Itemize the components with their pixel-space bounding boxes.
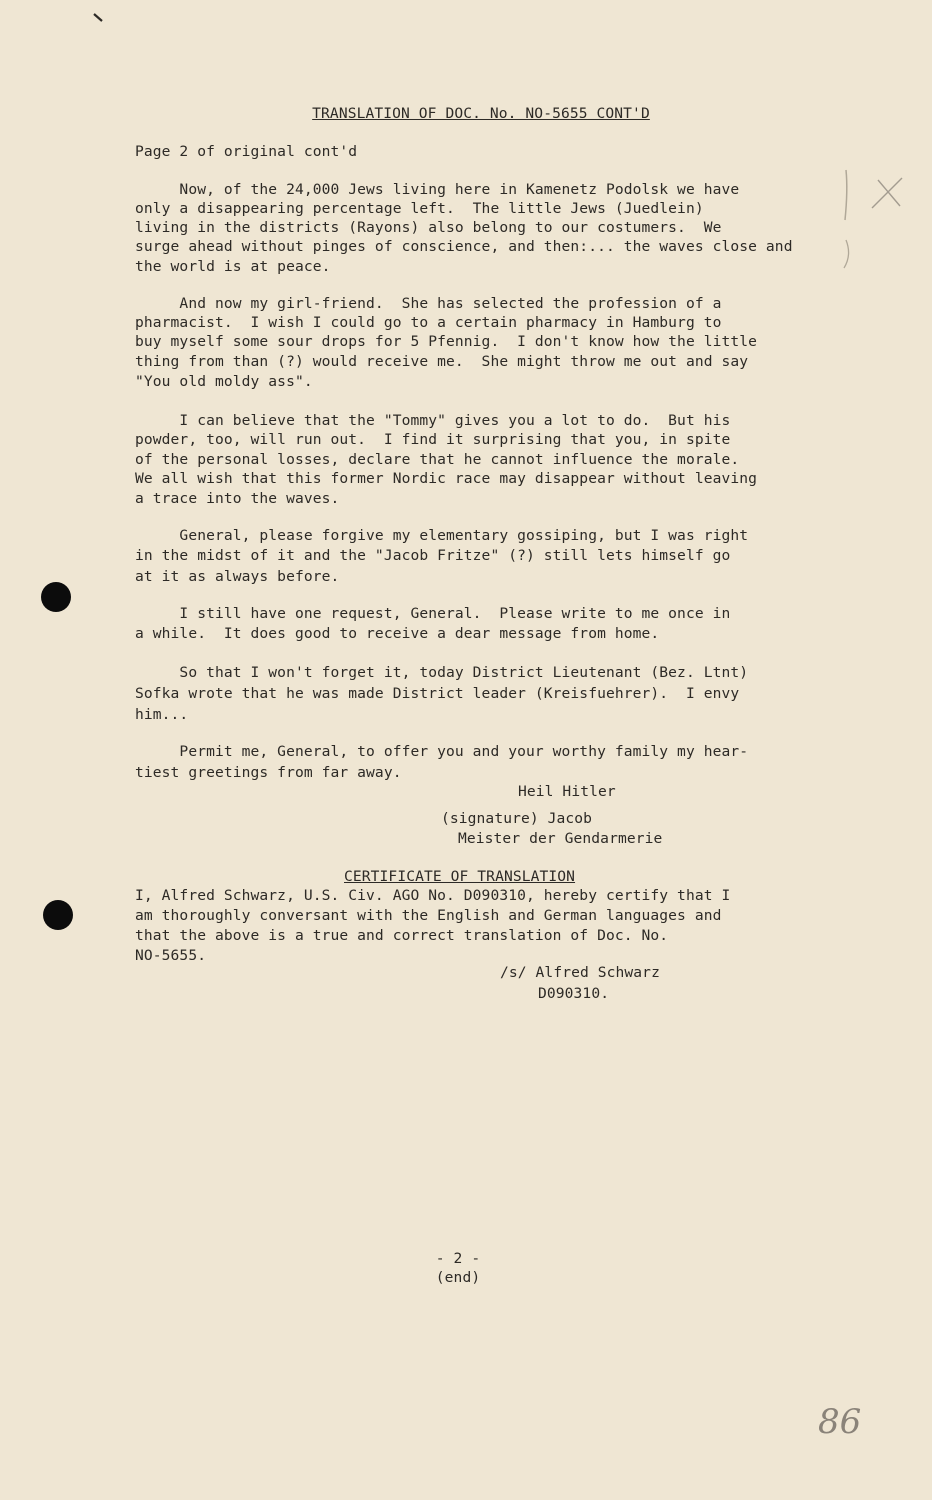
text-line: pharmacist. I wish I could go to a certain pharmacy in Hamburg to [135, 314, 722, 331]
text-line: Now, of the 24,000 Jews living here in Kamenetz Podolsk we have [135, 181, 740, 198]
text-line: I can believe that the "Tommy" gives you a lot to do. But his [135, 412, 731, 429]
text-line: living in the districts (Rayons) also belong to our costumers. We [135, 219, 722, 236]
text-line: "You old moldy ass". [135, 373, 313, 390]
text-line: powder, too, will run out. I find it surprising that you, in spite [135, 431, 731, 448]
text-line: surge ahead without pinges of conscience, and then:... the waves close and [135, 238, 793, 255]
margin-x-mark [840, 160, 910, 280]
certificate-number: D090310. [538, 985, 610, 1002]
text-line: We all wish that this former Nordic race may disappear without leaving [135, 470, 758, 487]
text-line: Permit me, General, to offer you and your worthy family my hear- [135, 743, 749, 760]
end-note: (end) [435, 1269, 481, 1286]
closing-salutation: Heil Hitler [518, 783, 616, 800]
signature-title: Meister der Gendarmerie [458, 830, 663, 847]
text-line: only a disappearing percentage left. The little Jews (Juedlein) [135, 200, 704, 217]
signature-line: (signature) Jacob [441, 810, 593, 827]
page-number: - 2 - [435, 1250, 481, 1267]
text-line: General, please forgive my elementary gossiping, but I was right [135, 527, 749, 544]
text-line: that the above is a true and correct translation of Doc. No. [135, 927, 669, 944]
text-line: a trace into the waves. [135, 490, 340, 507]
text-line: I, Alfred Schwarz, U.S. Civ. AGO No. D090310, hereby certify that I [135, 887, 731, 904]
text-line: in the midst of it and the "Jacob Fritze" (?) still lets himself go [135, 547, 731, 564]
corner-tick-mark [92, 12, 106, 26]
punch-hole-bottom [43, 900, 73, 930]
certificate-signature: /s/ Alfred Schwarz [500, 964, 660, 981]
text-line: I still have one request, General. Please write to me once in [135, 605, 731, 622]
text-line: NO-5655. [135, 947, 207, 964]
text-line: at it as always before. [135, 568, 340, 585]
handwritten-page-note: 86 [818, 1402, 862, 1442]
certificate-heading: CERTIFICATE OF TRANSLATION [344, 868, 576, 885]
text-line: buy myself some sour drops for 5 Pfennig. I don't know how the little [135, 333, 758, 350]
text-line: And now my girl-friend. She has selected the profession of a [135, 295, 722, 312]
document-header: TRANSLATION OF DOC. No. NO-5655 CONT'D [312, 105, 650, 122]
punch-hole-top [41, 582, 71, 612]
text-line: So that I won't forget it, today District Lieutenant (Bez. Ltnt) [135, 664, 749, 681]
text-line: a while. It does good to receive a dear message from home. [135, 625, 660, 642]
text-line: of the personal losses, declare that he cannot influence the morale. [135, 451, 740, 468]
page-reference: Page 2 of original cont'd [135, 143, 358, 160]
text-line: the world is at peace. [135, 258, 331, 275]
text-line: tiest greetings from far away. [135, 764, 402, 781]
text-line: him... [135, 706, 189, 723]
text-line: am thoroughly conversant with the English and German languages and [135, 907, 722, 924]
text-line: thing from than (?) would receive me. She might throw me out and say [135, 353, 749, 370]
text-line: Sofka wrote that he was made District leader (Kreisfuehrer). I envy [135, 685, 740, 702]
